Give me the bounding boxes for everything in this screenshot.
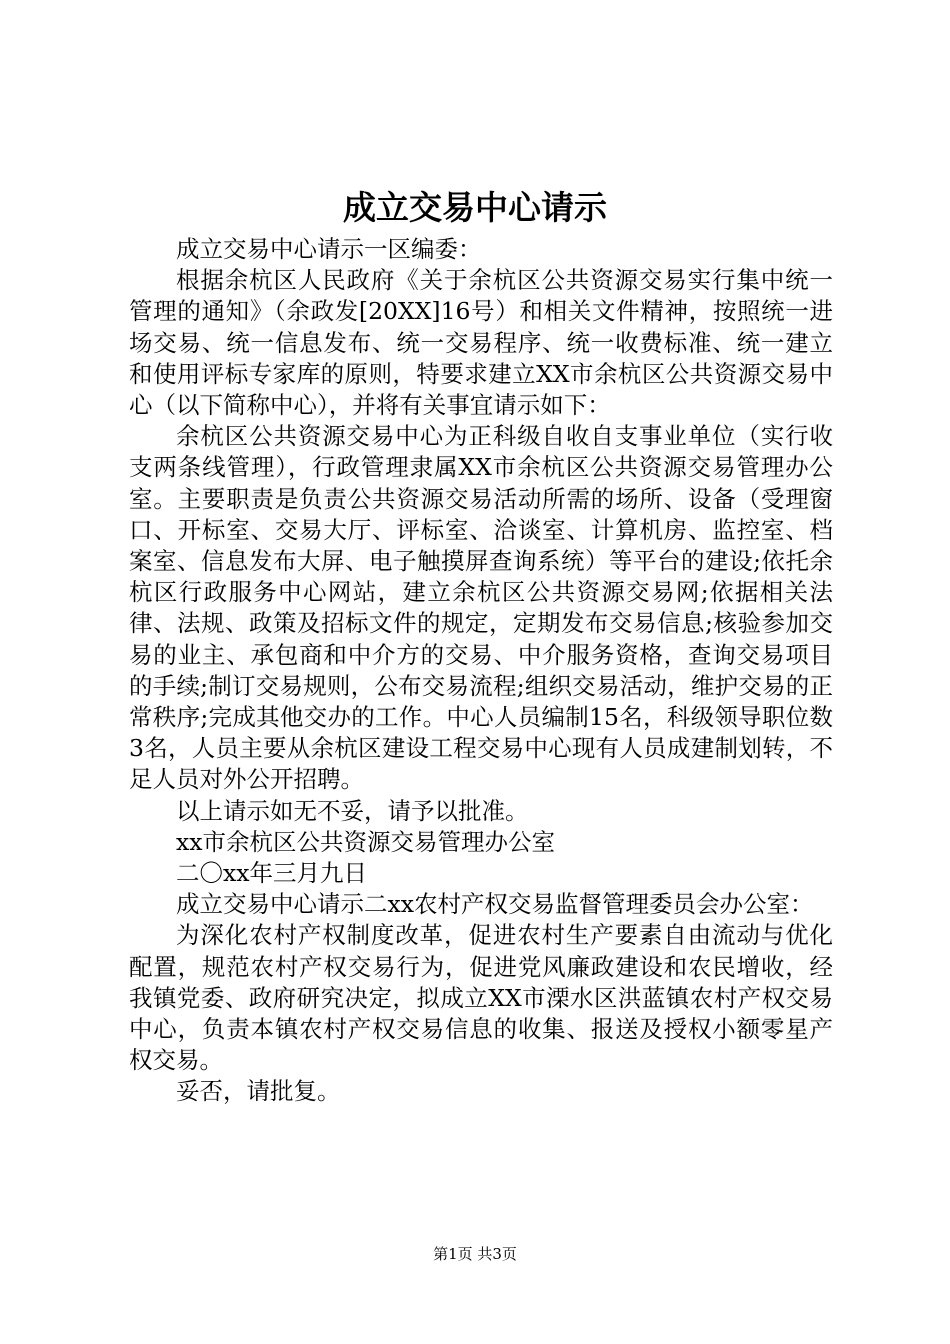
closing-request-2: 妥否，请批复。	[176, 1077, 341, 1106]
closing-request-1: 以上请示如无不妥，请予以批准。	[176, 796, 529, 825]
salutation-paragraph-2: 成立交易中心请示二xx农村产权交易监督管理委员会办公室：	[176, 890, 814, 919]
page-footer: 第1页 共3页	[433, 1245, 517, 1263]
salutation-paragraph-1: 成立交易中心请示一区编委：	[176, 235, 482, 263]
document-title: 成立交易中心请示	[343, 188, 607, 227]
body-paragraph-basis: 根据余杭区人民政府《关于余杭区公共资源交易实行集中统一管理的通知》（余政发[20XX]16号）和相关文件精神，按照统一进场交易、统一信息发布、统一交易程序、统一收费标准、统一建立和使用评标专家库的原则，特要求建立XX市余杭区公共资源交易中心（以下简称中心），并将有关事宜请示如下：	[129, 266, 833, 420]
signature-office: xx市余杭区公共资源交易管理办公室	[176, 827, 556, 856]
document-body	[129, 234, 833, 1108]
signature-date: 二〇xx年三月九日	[176, 859, 368, 888]
body-paragraph-duties: 余杭区公共资源交易中心为正科级自收自支事业单位（实行收支两条线管理），行政管理隶属XX市余杭区公共资源交易管理办公室。主要职责是负责公共资源交易活动所需的场所、设备（受理窗口、开标室、交易大厅、评标室、洽谈室、计算机房、监控室、档案室、信息发布大屏、电子触摸屏查询系统）等平台的建设;依托余杭区行政服务中心网站，建立余杭区公共资源交易网;依据相关法律、法规、政策及招标文件的规定，定期发布交易信息;核验参加交易的业主、承包商和中介方的交易、中介服务资格，查询交易项目的手续;制订交易规则，公布交易流程;组织交易活动，维护交易的正常秩序;完成其他交办的工作。中心人员编制15名，科级领导职位数3名，人员主要从余杭区建设工程交易中心现有人员成建制划转，不足人员对外公开招聘。	[129, 422, 833, 794]
body-paragraph-rural: 为深化农村产权制度改革，促进农村生产要素自由流动与优化配置，规范农村产权交易行为，促进党风廉政建设和农民增收，经我镇党委、政府研究决定，拟成立XX市溧水区洪蓝镇农村产权交易中心，负责本镇农村产权交易信息的收集、报送及授权小额零星产权交易。	[129, 921, 833, 1075]
